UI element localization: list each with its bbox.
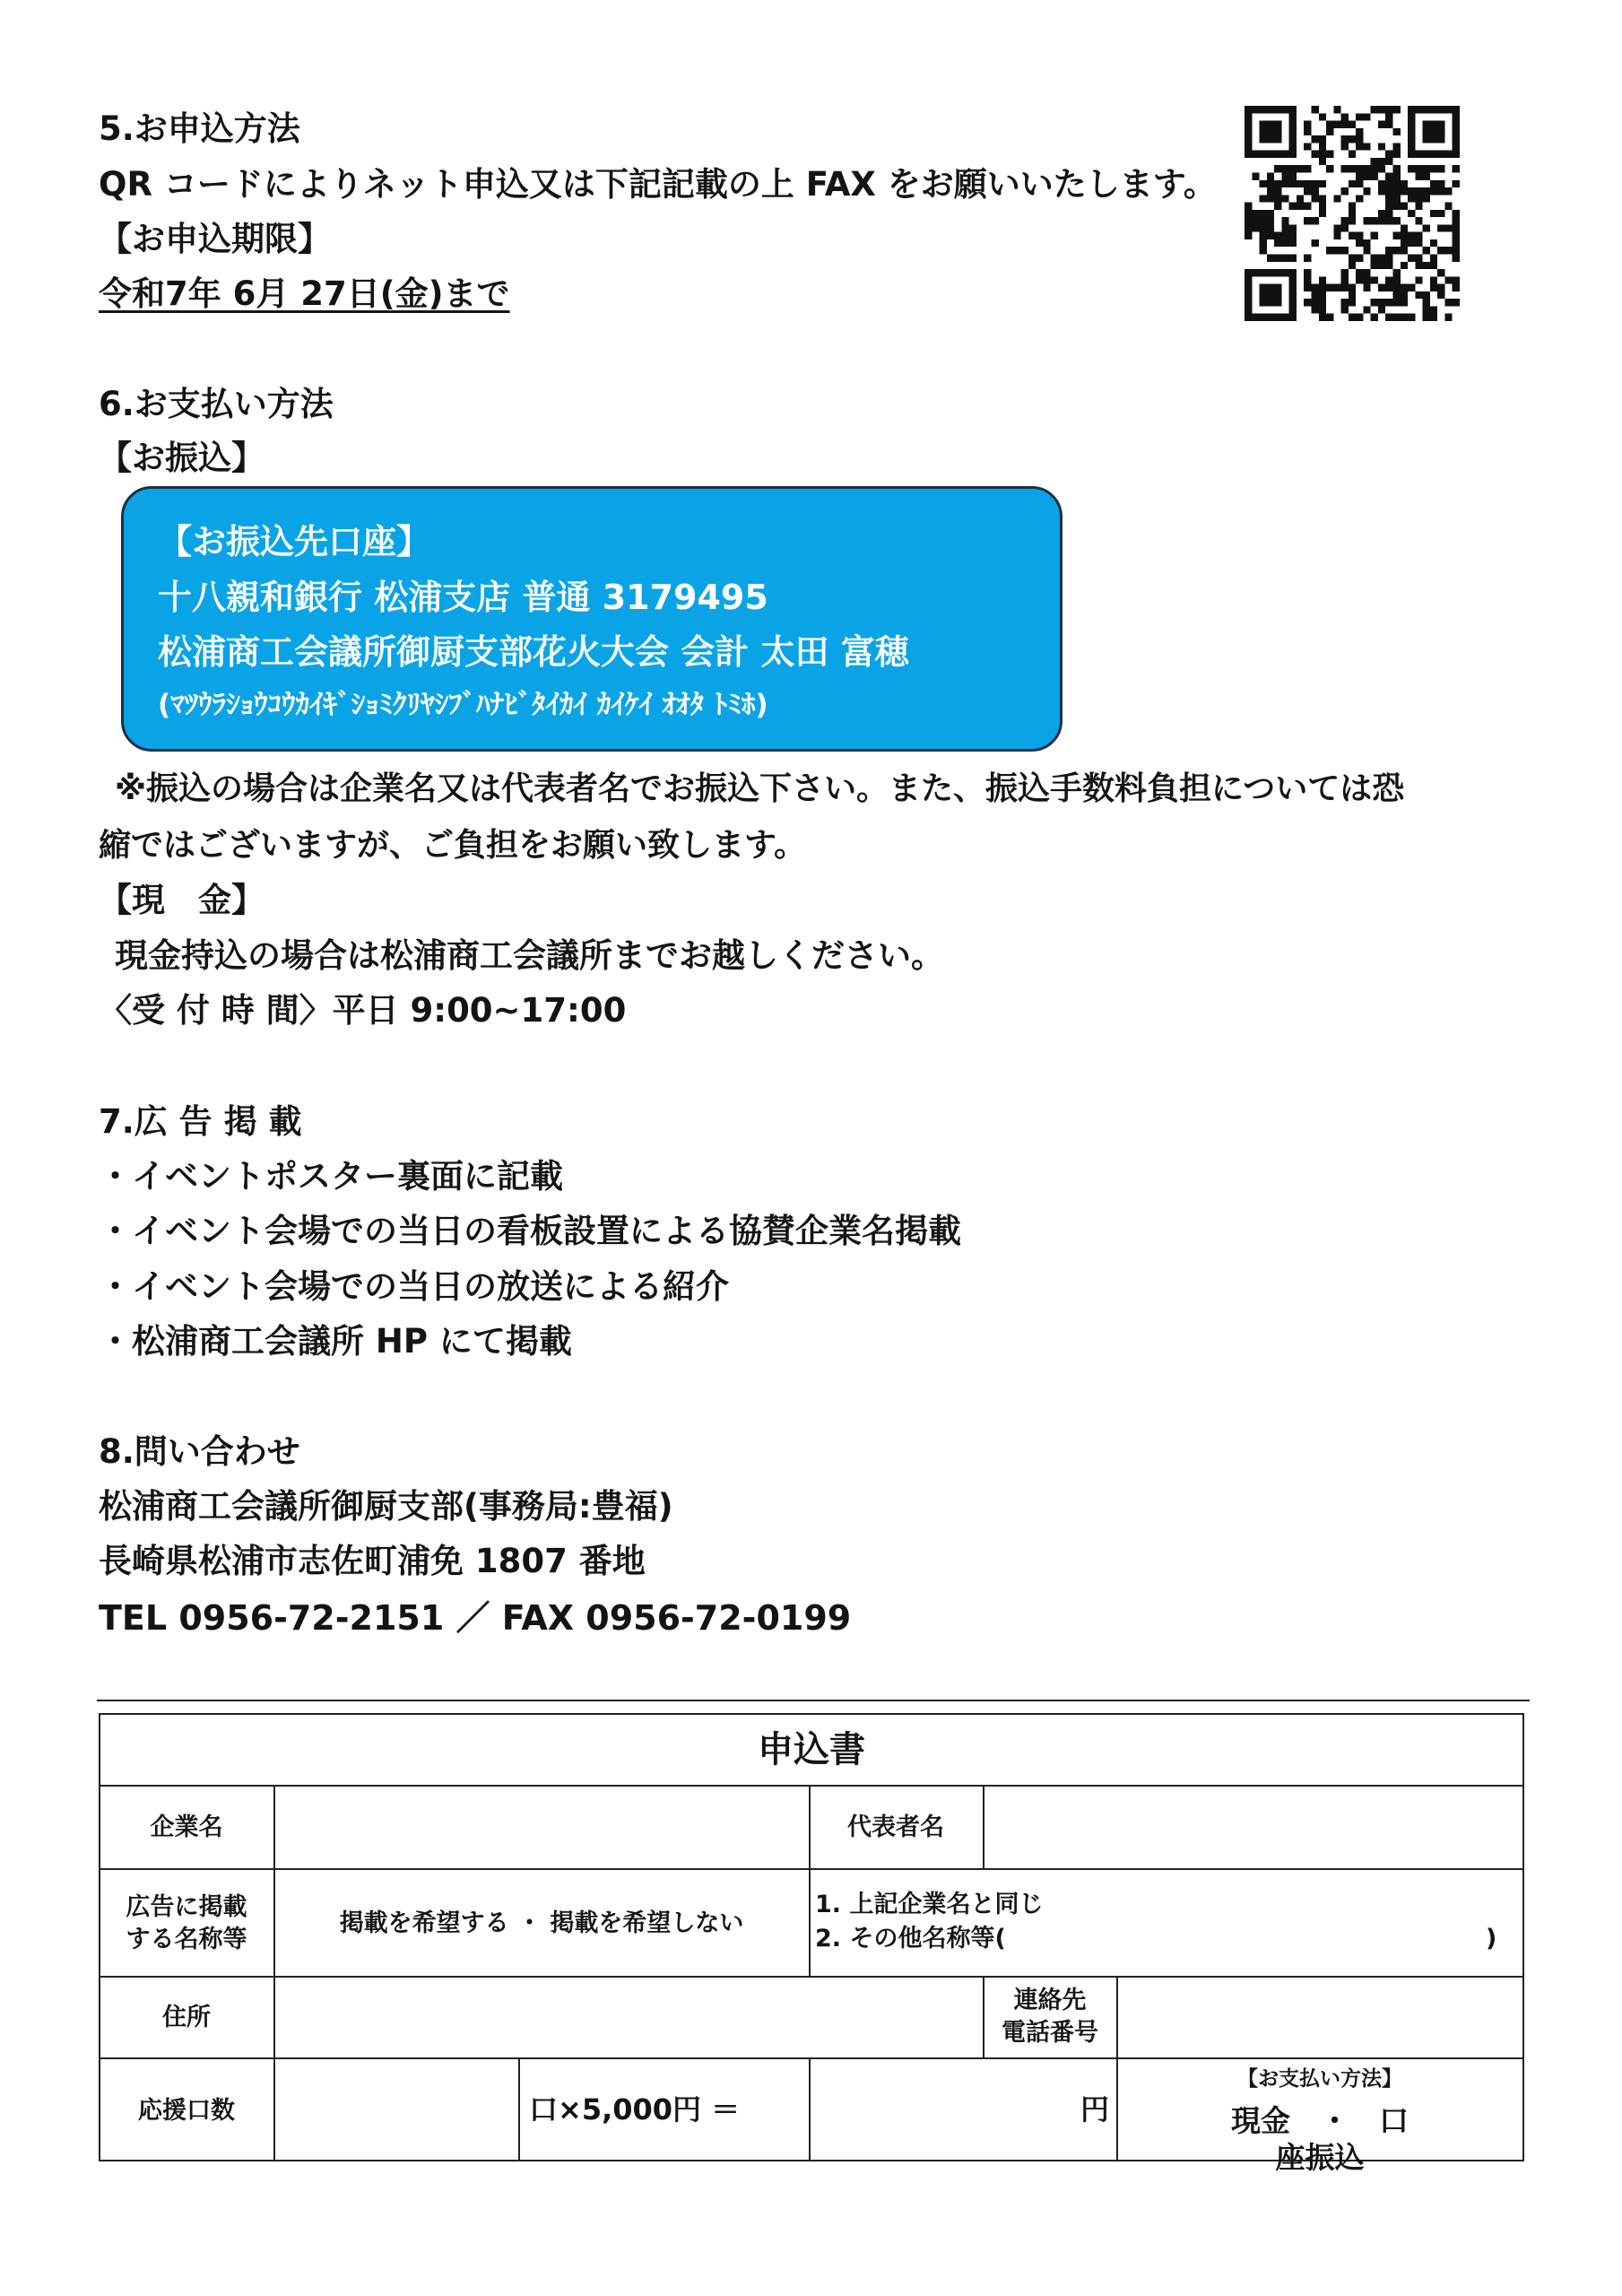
ad-item: ・イベント会場での当日の放送による紹介 xyxy=(99,1267,729,1306)
ad-item: ・イベントポスター裏面に記載 xyxy=(99,1157,563,1196)
deadline-date: 令和7年 6月 27日(金)まで xyxy=(99,274,510,313)
phone-field[interactable] xyxy=(1120,1979,1519,2056)
phone-label-2: 電話番号 xyxy=(1002,2019,1098,2047)
company-field[interactable] xyxy=(277,1788,806,1866)
reception-hours: 〈受 付 時 間〉平日 9:00~17:00 xyxy=(99,991,627,1030)
representative-field[interactable] xyxy=(986,1788,1519,1866)
payment-method-options[interactable]: 現金 ・ 口座振込 xyxy=(1231,2103,1409,2176)
ad-name-option-1[interactable]: 1. 上記企業名と同じ xyxy=(815,1891,1044,1918)
form-title: 申込書 xyxy=(758,1729,865,1770)
ad-name-label-1: 広告に掲載 xyxy=(126,1893,247,1921)
contact-phone-fax: TEL 0956-72-2151 ／ FAX 0956-72-0199 xyxy=(99,1598,852,1638)
ad-name-option-2[interactable]: 2. その他名称等( xyxy=(815,1925,1006,1952)
transfer-note-line-1: ※振込の場合は企業名又は代表者名でお振込下さい。また、振込手数料負担については恐 xyxy=(115,770,1405,807)
deadline-label: 【お申込期限】 xyxy=(99,220,331,258)
contact-org: 松浦商工会議所御厨支部(事務局:豊福) xyxy=(99,1487,673,1526)
ad-item: ・松浦商工会議所 HP にて掲載 xyxy=(99,1322,572,1361)
transfer-note-line-2: 縮ではございますが、ご負担をお願い致します。 xyxy=(99,827,807,864)
ad-name-label-2: する名称等 xyxy=(126,1926,247,1953)
divider xyxy=(97,1700,1530,1701)
representative-label: 代表者名 xyxy=(847,1813,944,1841)
phone-label-1: 連絡先 xyxy=(1013,1987,1087,2014)
bank-account-box xyxy=(121,486,1063,752)
section-5-instructions: QR コードによりネット申込又は下記記載の上 FAX をお願いいたします。 xyxy=(99,165,1217,204)
address-field[interactable] xyxy=(277,1979,981,2056)
company-label: 企業名 xyxy=(150,1813,223,1841)
account-holder: 松浦商工会議所御厨支部花火大会 会計 太田 富穂 xyxy=(158,632,909,672)
qr-code-icon[interactable] xyxy=(1245,106,1460,321)
contact-address: 長崎県松浦市志佐町浦免 1807 番地 xyxy=(99,1542,646,1580)
bank-box-title: 【お振込先口座】 xyxy=(158,522,431,561)
units-multiplier: 口×5,000円 ＝ xyxy=(529,2092,741,2126)
ad-display-choice[interactable]: 掲載を希望する ・ 掲載を希望しない xyxy=(339,1909,744,1937)
cash-instructions: 現金持込の場合は松浦商工会議所までお越しください。 xyxy=(115,936,944,975)
units-field[interactable] xyxy=(277,2061,516,2158)
account-holder-kana: (ﾏﾂｳﾗｼｮｳｺｳｶｲｷﾞｼｮﾐｸﾘﾔｼﾌﾞﾊﾅﾋﾞﾀｲｶｲ ｶｲｹｲ ｵｵﾀ ﾄﾐﾎ) xyxy=(158,689,768,721)
ad-name-option-2-close: ) xyxy=(1486,1925,1497,1952)
payment-method-label: 【お支払い方法】 xyxy=(1237,2067,1402,2091)
cash-label: 【現 金】 xyxy=(99,881,265,919)
section-5-heading: 5.お申込方法 xyxy=(99,109,300,148)
address-label: 住所 xyxy=(162,2004,211,2031)
section-8-heading: 8.問い合わせ xyxy=(99,1432,300,1471)
section-6-heading: 6.お支払い方法 xyxy=(99,385,334,423)
yen-label: 円 xyxy=(1080,2092,1110,2126)
ad-item: ・イベント会場での当日の看板設置による協賛企業名掲載 xyxy=(99,1212,961,1250)
bank-name-account: 十八親和銀行 松浦支店 普通 3179495 xyxy=(158,578,768,617)
amount-field[interactable] xyxy=(812,2061,1081,2158)
transfer-label: 【お振込】 xyxy=(99,439,265,477)
units-label: 応援口数 xyxy=(138,2097,235,2125)
section-7-heading: 7.広 告 掲 載 xyxy=(99,1102,302,1141)
application-form xyxy=(99,1713,1524,2176)
